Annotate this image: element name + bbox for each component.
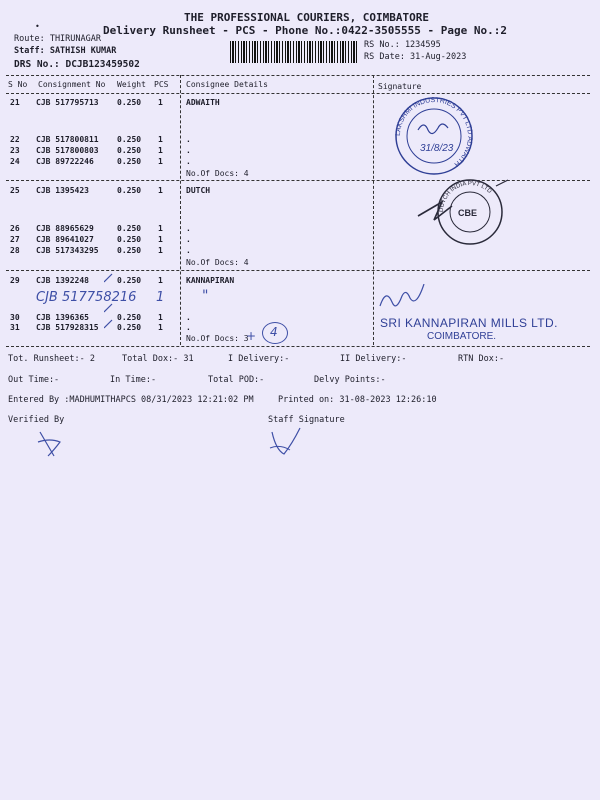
- lakshmi-industries-stamp: [384, 96, 484, 176]
- row-consignment: CJB 517800811: [36, 135, 99, 144]
- row-pcs: 1: [158, 146, 163, 155]
- row-consignment: CJB 89722246: [36, 157, 94, 166]
- row-consignment: CJB 1392248: [36, 276, 89, 285]
- table-top-rule: [6, 75, 590, 76]
- row-detail: .: [186, 135, 191, 144]
- svg-text:DUTCH INDIA PVT LTD: DUTCH INDIA PVT LTD: [438, 180, 493, 213]
- docs-count: No.Of Docs: 3: [186, 334, 249, 343]
- group-rule: [6, 270, 590, 271]
- ii-delivery: II Delivery:-: [340, 354, 407, 364]
- row-pcs: 1: [158, 157, 163, 166]
- row-consignment: CJB 89641027: [36, 235, 94, 244]
- row-weight: 0.250: [117, 276, 142, 285]
- staff-label: Staff: SATHISH KUMAR: [14, 46, 117, 56]
- entered-by: Entered By :MADHUMITHAPCS 08/31/2023 12:21:02 PM: [8, 395, 254, 405]
- handwritten-plus: +: [246, 329, 257, 343]
- printed-on: Printed on: 31-08-2023 12:26:10: [278, 395, 437, 405]
- staff-signature-mark: [266, 424, 306, 458]
- handwritten-docs-circled: 4: [270, 325, 278, 339]
- header-sno: S No: [8, 80, 28, 89]
- runsheet-title: Delivery Runsheet - PCS - Phone No.:0422-3505555 - Page No.:2: [103, 24, 507, 37]
- staff-signature: Staff Signature: [268, 415, 345, 425]
- row-pcs: 1: [158, 235, 163, 244]
- in-time: In Time:-: [110, 375, 157, 385]
- row-weight: 0.250: [117, 323, 142, 332]
- handwritten-ditto: ": [202, 288, 209, 304]
- verified-signature: [34, 426, 68, 460]
- row-sno: 31: [10, 323, 20, 332]
- row-weight: 0.250: [117, 313, 142, 322]
- row-detail: .: [186, 224, 191, 233]
- row-detail: .: [186, 323, 191, 332]
- company-title: THE PROFESSIONAL COURIERS, COIMBATORE: [184, 11, 430, 24]
- row-sno: 21: [10, 98, 20, 107]
- row-sno: 27: [10, 235, 20, 244]
- row-weight: 0.250: [117, 224, 142, 233]
- row-weight: 0.250: [117, 246, 142, 255]
- row-sno: 24: [10, 157, 20, 166]
- corner-dot: •: [35, 22, 40, 31]
- row-consignment: CJB 1396365: [36, 313, 89, 322]
- verified-by: Verified By: [8, 415, 65, 425]
- row-detail: KANNAPIRAN: [186, 276, 235, 285]
- header-rule: [6, 93, 590, 94]
- row-weight: 0.250: [117, 235, 142, 244]
- handwritten-pcs: 1: [156, 290, 165, 305]
- row-pcs: 1: [158, 313, 163, 322]
- row-pcs: 1: [158, 224, 163, 233]
- row-pcs: 1: [158, 276, 163, 285]
- svg-text:CBE: CBE: [458, 208, 478, 218]
- tick-marks: [104, 270, 224, 340]
- row-weight: 0.250: [117, 146, 142, 155]
- row-sno: 29: [10, 276, 20, 285]
- svg-text:31/8/23: 31/8/23: [420, 143, 454, 154]
- row-consignment: CJB 88965629: [36, 224, 94, 233]
- row-pcs: 1: [158, 246, 163, 255]
- row-sno: 23: [10, 146, 20, 155]
- row-pcs: 1: [158, 323, 163, 332]
- row-detail: .: [186, 157, 191, 166]
- row-sno: 26: [10, 224, 20, 233]
- kannapiran-stamp-name: SRI KANNAPIRAN MILLS LTD.: [380, 316, 558, 330]
- row-weight: 0.250: [117, 98, 142, 107]
- row-pcs: 1: [158, 135, 163, 144]
- docs-count: No.Of Docs: 4: [186, 258, 249, 267]
- rs-date: RS Date: 31-Aug-2023: [364, 52, 467, 62]
- row-sno: 25: [10, 186, 20, 195]
- row-sno: 28: [10, 246, 20, 255]
- out-time: Out Time:-: [8, 375, 60, 385]
- row-weight: 0.250: [117, 135, 142, 144]
- rs-number: RS No.: 1234595: [364, 40, 441, 50]
- row-consignment: CJB 517343295: [36, 246, 99, 255]
- total-dox: Total Dox:- 31: [122, 354, 194, 364]
- row-detail: .: [186, 246, 191, 255]
- row-pcs: 1: [158, 186, 163, 195]
- row-sno: 30: [10, 313, 20, 322]
- total-pod: Total POD:-: [208, 375, 265, 385]
- header-consignee: Consignee Details: [186, 80, 268, 89]
- column-divider-signature: [373, 75, 374, 345]
- row-consignment: CJB 1395423: [36, 186, 89, 195]
- row-pcs: 1: [158, 98, 163, 107]
- dutch-stamp: [412, 176, 522, 248]
- row-consignment: CJB 517928315: [36, 323, 99, 332]
- row-weight: 0.250: [117, 186, 142, 195]
- row-consignment: CJB 517795713: [36, 98, 99, 107]
- kannapiran-stamp-city: COIMBATORE.: [427, 331, 497, 342]
- row-detail: .: [186, 313, 191, 322]
- delvy-points: Delvy Points:-: [314, 375, 386, 385]
- kannapiran-signature: [376, 284, 436, 314]
- row-detail: DUTCH: [186, 186, 211, 195]
- row-weight: 0.250: [117, 157, 142, 166]
- handwritten-consignment: CJB 517758216: [36, 290, 137, 305]
- row-detail: ADWAITH: [186, 98, 220, 107]
- row-sno: 22: [10, 135, 20, 144]
- header-signature: Signature: [378, 82, 422, 91]
- rtn-dox: RTN Dox:-: [458, 354, 505, 364]
- header-pcs: PCS: [154, 80, 169, 89]
- route-label: Route: THIRUNAGAR: [14, 34, 101, 44]
- tot-runsheet: Tot. Runsheet:- 2: [8, 354, 95, 364]
- row-detail: .: [186, 235, 191, 244]
- row-consignment: CJB 517800803: [36, 146, 99, 155]
- header-consignment: Consignment No: [38, 80, 106, 89]
- drs-number: DRS No.: DCJB123459502: [14, 59, 140, 70]
- docs-count: No.Of Docs: 4: [186, 169, 249, 178]
- barcode: [230, 41, 358, 63]
- header-weight: Weight: [117, 80, 146, 89]
- i-delivery: I Delivery:-: [228, 354, 290, 364]
- group-rule: [6, 346, 590, 347]
- row-detail: .: [186, 146, 191, 155]
- svg-text:LAKSHMI INDUSTRIES PVT LTD ADW: LAKSHMI INDUSTRIES PVT LTD ADWAITH: [394, 96, 474, 168]
